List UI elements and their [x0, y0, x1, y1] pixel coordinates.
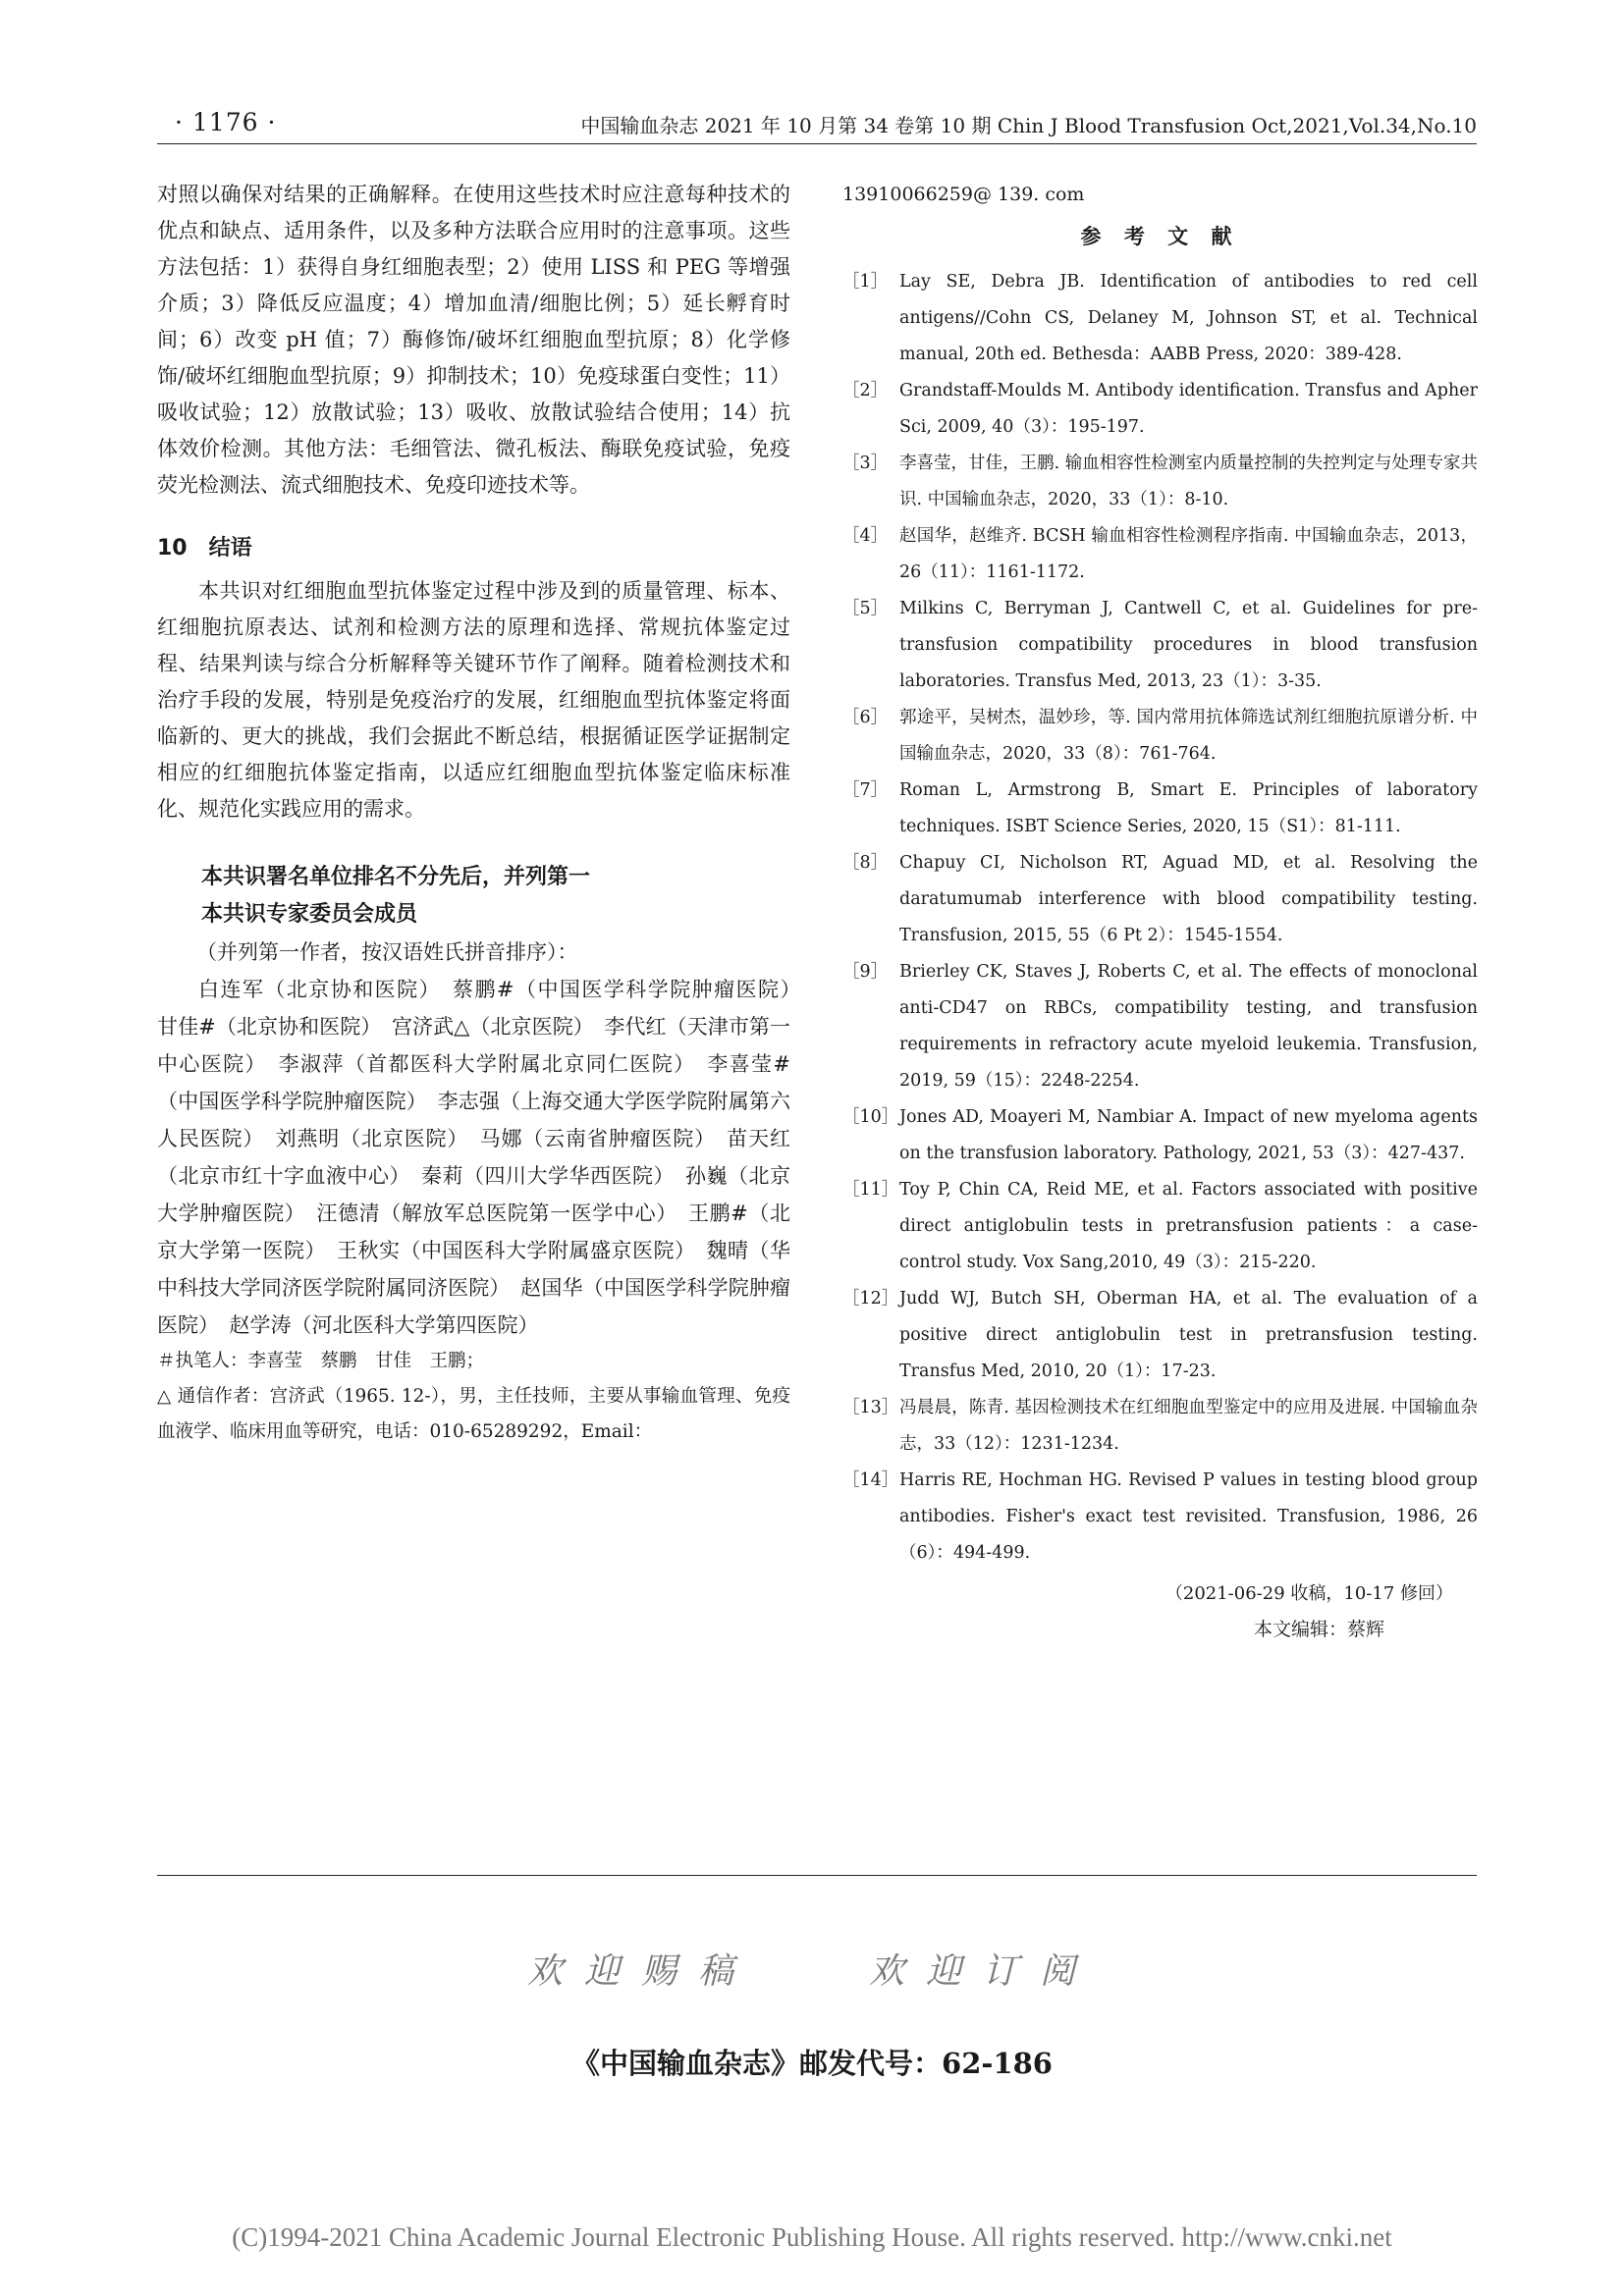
references-title: 参 考 文 献: [1080, 225, 1240, 248]
reference-text: Toy P, Chin CA, Reid ME, et al. Factors associated with positive direct antiglobulin tests in pretransfusion patients：a case-control study. Vox Sang,2010, 49（3）：215-220.: [899, 1180, 1478, 1272]
reference-text: 郭途平，吴树杰，温妙珍，等. 国内常用抗体筛选试剂红细胞抗原谱分析. 中国输血杂志，2020，33（8）：761-764.: [899, 708, 1478, 764]
journal-header: 中国输血杂志 2021 年 10 月第 34 卷第 10 期 Chin J Blood Transfusion Oct,2021,Vol.34,No.10: [580, 114, 1477, 137]
reference-item: [842, 1390, 1478, 1463]
reference-number: ［4］: [842, 526, 889, 546]
reference-number: ［9］: [842, 962, 889, 982]
copyright-notice: (C)1994-2021 China Academic Journal Electronic Publishing House. All rights reserved. http://www.cnki.net: [232, 2222, 1392, 2252]
reference-text: Roman L, Armstrong B, Smart E. Principles of laboratory techniques. ISBT Science Series, 2020, 15（S1）：81-111.: [899, 780, 1478, 836]
reference-text: 赵国华，赵维齐. BCSH 输血相容性检测程序指南. 中国输血杂志，2013，26（11）：1161-1172.: [899, 526, 1478, 582]
statement-note: （并列第一作者，按汉语姓氏拼音排序）：: [196, 940, 578, 964]
section-heading-conclusion: 10 结语: [157, 536, 252, 561]
reference-text: Jones AD, Moayeri M, Nambiar A. Impact of new myeloma agents on the transfusion laboratory. Pathology, 2021, 53（3）：427-437.: [899, 1107, 1478, 1163]
reference-item: [842, 773, 1478, 845]
reference-number: ［2］: [842, 381, 889, 400]
reference-text: Grandstaff-Moulds M. Antibody identification. Transfus and Apher Sci, 2009, 40（3）：195-197.: [899, 381, 1478, 437]
reference-number: ［6］: [842, 708, 889, 727]
reference-item: [842, 845, 1478, 954]
received-date: （2021-06-29 收稿，10-17 修回）: [1164, 1583, 1453, 1604]
reference-item: [842, 1281, 1478, 1390]
reference-number: ［12］: [842, 1289, 899, 1308]
conclusion-paragraph: 本共识对红细胞血型抗体鉴定过程中涉及到的质量管理、标本、红细胞抗原表达、试剂和检测方法的原理和选择、常规抗体鉴定过程、结果判读与综合分析解释等关键环节作了阐释。随着检测技术和治疗手段的发展，特别是免疫治疗的发展，红细胞血型抗体鉴定将面临新的、更大的挑战，我们会据此不断总结，根据循证医学证据制定相应的红细胞抗体鉴定指南，以适应红细胞血型抗体鉴定临床标准化、规范化实践应用的需求。: [157, 579, 790, 821]
footer-rule: [157, 1875, 1477, 1876]
header-rule: [157, 143, 1477, 144]
editor-credit: 本文编辑：蔡辉: [1253, 1619, 1384, 1640]
reference-number: ［5］: [842, 599, 889, 618]
email-continued: 13910066259@ 139. com: [842, 184, 1085, 205]
slogan-banner: 欢迎赐稿 欢迎订阅: [526, 1951, 1097, 1992]
reference-item: [842, 518, 1478, 591]
reference-item: [842, 446, 1478, 518]
reference-number: ［14］: [842, 1470, 899, 1490]
correspondence-note: △ 通信作者：宫济武（1965. 12-），男，主任技师，主要从事输血管理、免疫血液学、临床用血等研究，电话：010-65289292，Email：: [157, 1386, 790, 1442]
reference-number: ［8］: [842, 853, 889, 873]
reference-text: 李喜莹，甘佳，王鹏. 输血相容性检测室内质量控制的失控判定与处理专家共识. 中国输血杂志，2020，33（1）：8-10.: [899, 454, 1478, 509]
reference-number: ［13］: [842, 1398, 899, 1417]
reference-item: [842, 1463, 1478, 1572]
writers-note: ＃执笔人：李喜莹 蔡鹏 甘佳 王鹏；: [157, 1351, 485, 1371]
reference-list: [842, 264, 1478, 1572]
reference-item: [842, 1099, 1478, 1172]
reference-number: ［3］: [842, 454, 889, 473]
postal-code: 《中国输血杂志》邮发代号：62-186: [571, 2047, 1053, 2080]
reference-text: Judd WJ, Butch SH, Oberman HA, et al. The evaluation of a positive direct antiglobulin test in pretransfusion testing. Transfus Med, 2010, 20（1）：17-23.: [899, 1289, 1478, 1381]
left-column: [157, 177, 811, 1450]
reference-number: ［11］: [842, 1180, 899, 1200]
reference-text: Milkins C, Berryman J, Cantwell C, et al. Guidelines for pre-transfusion compatibility procedures in blood transfusion laboratories. Transfus Med, 2013, 23（1）：3-35.: [899, 599, 1478, 691]
reference-item: [842, 954, 1478, 1099]
reference-text: Harris RE, Hochman HG. Revised P values in testing blood group antibodies. Fisher's exact test revisited. Transfusion, 1986, 26（6）：494-499.: [899, 1470, 1478, 1563]
reference-number: ［7］: [842, 780, 889, 800]
reference-item: [842, 591, 1478, 700]
reference-text: 冯晨晨，陈青. 基因检测技术在红细胞血型鉴定中的应用及进展. 中国输血杂志，33（12）：1231-1234.: [899, 1398, 1478, 1454]
committee-members: 白连军（北京协和医院） 蔡鹏#（中国医学科学院肿瘤医院） 甘佳#（北京协和医院） 宫济武△（北京医院） 李代红（天津市第一中心医院） 李淑萍（首都医科大学附属北京同仁医院） 李喜莹#（中国医学科学院肿瘤医院） 李志强（上海交通大学医学院附属第六人民医院） 刘燕明（北京医院） 马娜（云南省肿瘤医院） 苗天红（北京市红十字血液中心） 秦莉（四川大学华西医院） 孙巍（北京大学肿瘤医院） 汪德清（解放军总医院第一医学中心） 王鹏#（北京大学第一医院） 王秋实（中国医科大学附属盛京医院） 魏晴（华中科技大学同济医学院附属同济医院） 赵国华（中国医学科学院肿瘤医院） 赵学涛（河北医科大学第四医院）: [157, 978, 811, 1337]
reference-item: [842, 700, 1478, 773]
reference-number: ［1］: [842, 272, 889, 292]
page-number: · 1176 ·: [175, 108, 277, 136]
consensus-statement: [157, 859, 811, 1450]
reference-text: Brierley CK, Staves J, Roberts C, et al. The effects of monoclonal anti-CD47 on RBCs, compatibility testing, and transfusion requirements in refractory acute myeloid leukemia. Transfusion, 2019, 59（15）：2248-2254.: [899, 962, 1478, 1091]
statement-line-2: 本共识专家委员会成员: [201, 902, 418, 927]
right-column: [842, 177, 1478, 1648]
intro-paragraph: 对照以确保对结果的正确解释。在使用这些技术时应注意每种技术的优点和缺点、适用条件，以及多种方法联合应用时的注意事项。这些方法包括：1）获得自身红细胞表型；2）使用 LISS 和 PEG 等增强介质；3）降低反应温度；4）增加血清/细胞比例；5）延长孵育时间；6）改变 pH 值；7）酶修饰/破坏红细胞血型抗原；8）化学修饰/破坏红细胞血型抗原；9）抑制技术；10）免疫球蛋白变性；11）吸收试验；12）放散试验；13）吸收、放散试验结合使用；14）抗体效价检测。其他方法：毛细管法、微孔板法、酶联免疫试验，免疫荧光检测法、流式细胞技术、免疫印迹技术等。: [157, 183, 790, 497]
reference-text: Chapuy CI, Nicholson RT, Aguad MD, et al. Resolving the daratumumab interference with blood compatibility testing. Transfusion, 2015, 55（6 Pt 2）：1545-1554.: [899, 853, 1478, 945]
statement-line-1: 本共识署名单位排名不分先后，并列第一: [201, 865, 591, 889]
reference-number: ［10］: [842, 1107, 899, 1127]
reference-item: [842, 264, 1478, 373]
reference-item: [842, 1172, 1478, 1281]
reference-item: [842, 373, 1478, 446]
reference-text: Lay SE, Debra JB. Identification of antibodies to red cell antigens//Cohn CS, Delaney M, Johnson ST, et al. Technical manual, 20th ed. Bethesda：AABB Press, 2020：389-428.: [899, 272, 1478, 364]
